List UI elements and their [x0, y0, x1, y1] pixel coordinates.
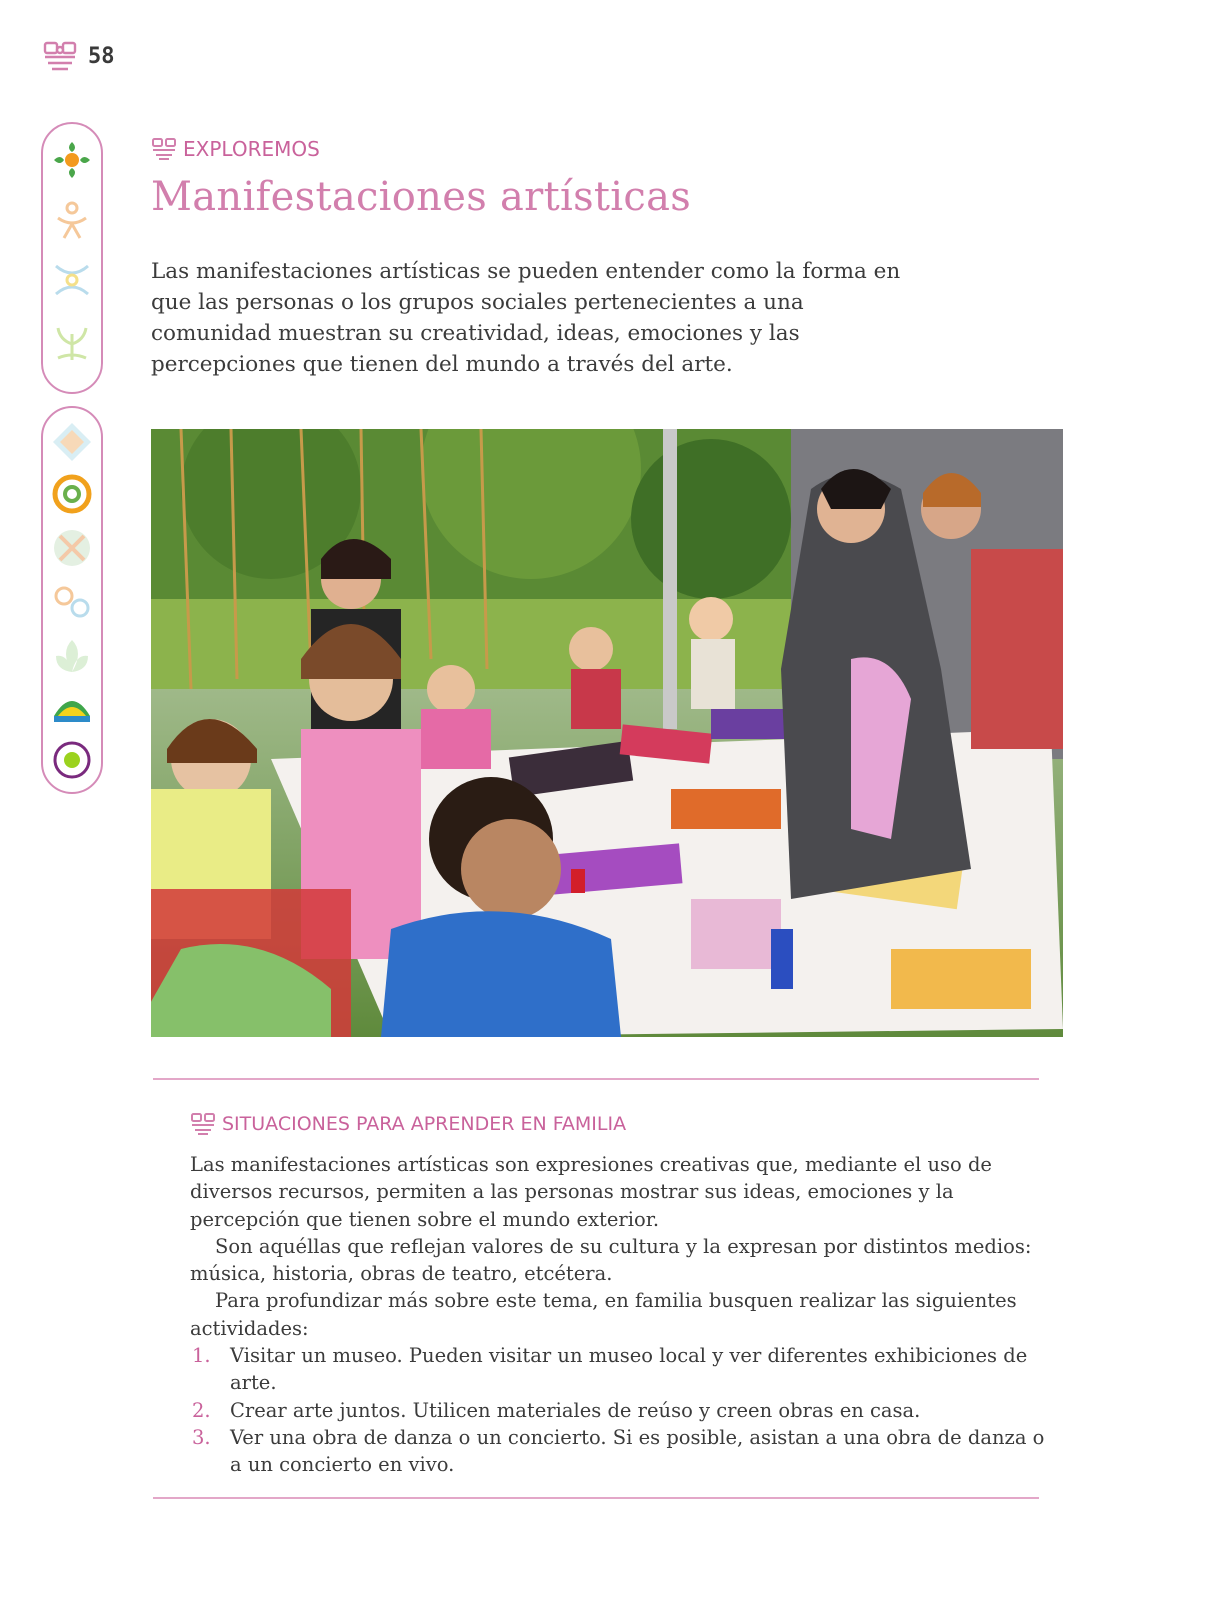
mayan-glyph-logo-icon	[42, 40, 78, 74]
activity-item	[190, 1397, 1050, 1424]
diamond-icon	[50, 420, 94, 464]
family-section-label	[190, 1112, 626, 1136]
links-icon	[50, 580, 94, 624]
photo-children-art-workshop	[151, 429, 1063, 1037]
activity-item	[190, 1424, 1050, 1479]
section-divider-bottom	[153, 1497, 1039, 1499]
lotus-icon	[50, 634, 94, 678]
hourglass-icon	[50, 526, 94, 570]
splash-icon	[50, 738, 94, 782]
activity-number: 2.	[192, 1398, 211, 1422]
page-number: 58	[88, 44, 115, 69]
flower-icon	[50, 138, 94, 182]
activity-text: Crear arte juntos. Utilicen materiales de reúso y creen obras en casa.	[230, 1398, 921, 1422]
arch-icon	[50, 686, 94, 730]
family-paragraph-3: Para profundizar más sobre este tema, en familia busquen realizar las siguientes actividades:	[190, 1289, 1017, 1340]
activity-number: 3.	[192, 1425, 211, 1449]
figures-icon	[50, 198, 94, 242]
sidebar-icon-group-top	[41, 122, 103, 394]
circle-target-icon	[50, 472, 94, 516]
section-divider-top	[153, 1078, 1039, 1080]
section-label	[151, 137, 320, 161]
activity-text: Visitar un museo. Pueden visitar un museo local y ver diferentes exhibiciones de arte.	[230, 1344, 1028, 1395]
page-title: Manifestaciones artísticas	[151, 174, 692, 220]
activity-text: Ver una obra de danza o un concierto. Si es posible, asistan a una obra de danza o a un concierto en vivo.	[230, 1425, 1045, 1477]
cross-figure-icon	[50, 258, 94, 302]
activity-number: 1.	[192, 1344, 211, 1368]
sidebar-icon-group-bottom	[41, 406, 103, 794]
family-section-label-text: SITUACIONES PARA APRENDER EN FAMILIA	[222, 1113, 627, 1135]
plant-icon	[50, 320, 94, 364]
section-label-text: EXPLOREMOS	[183, 137, 320, 161]
activity-item	[190, 1342, 1050, 1397]
family-paragraph-1: Las manifestaciones artísticas son expresiones creativas que, mediante el uso de diversos recursos, permiten a las personas mostrar sus ideas, emociones y la percepción que tienen sobre el mundo exterior.	[190, 1153, 992, 1231]
activities-list	[190, 1342, 1050, 1478]
family-paragraph-2: Son aquéllas que reflejan valores de su cultura y la expresan por distintos medios: música, historia, obras de teatro, etcétera.	[190, 1234, 1032, 1286]
mayan-glyph-icon	[190, 1112, 216, 1136]
intro-paragraph: Las manifestaciones artísticas se pueden entender como la forma en que las personas o los grupos sociales pertenecientes a una comunidad muestran su creatividad, ideas, emociones y las percepciones que tienen del mundo a través del arte.	[151, 259, 901, 377]
family-section-body	[190, 1151, 1050, 1479]
mayan-glyph-icon	[151, 137, 177, 161]
